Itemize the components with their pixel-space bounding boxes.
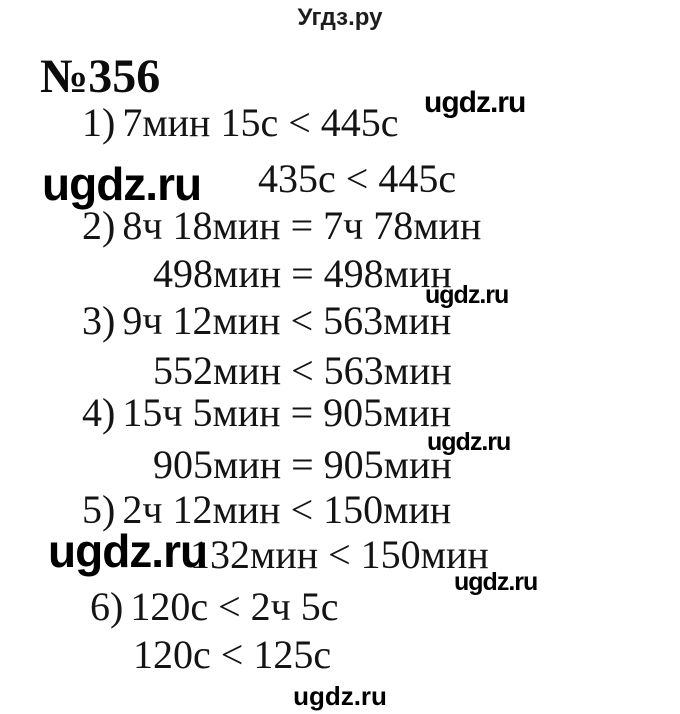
solution-line [82,204,481,248]
verification-line: 552мин < 563мин [153,348,452,393]
comparison-text: 8ч 18мин = 7ч 78мин [122,203,482,248]
solution-line [90,585,339,629]
verification-line: 120с < 125с [133,632,332,677]
comparison-text: 120с < 2ч 5с [130,584,339,629]
solution-line [82,299,451,343]
site-header: Угдз.ру [297,4,383,31]
watermark: ugdz.ru [42,158,202,210]
solution-line [82,101,399,145]
solution-line [82,391,451,435]
item-number: 1) [82,100,116,145]
verification-line: 905мин = 905мин [153,442,452,487]
comparison-text: 7мин 15с < 445с [122,100,399,145]
watermark: ugdz.ru [454,568,538,596]
watermark: ugdz.ru [48,525,208,577]
verification-line: 498мин = 498мин [153,251,452,296]
verification-line: 435с < 445с [258,156,457,201]
comparison-text: 2ч 12мин < 150мин [122,487,452,532]
comparison-text: 15ч 5мин = 905мин [122,390,452,435]
watermark: ugdz.ru [425,281,509,309]
item-number: 3) [82,298,116,343]
watermark: ugdz.ru [427,428,511,456]
item-number: 4) [82,390,116,435]
footer-watermark: ugdz.ru [293,681,387,711]
problem-number: №356 [40,50,161,103]
comparison-text: 9ч 12мин < 563мин [122,298,452,343]
item-number: 2) [82,203,116,248]
item-number: 5) [82,487,116,532]
item-number: 6) [90,584,124,629]
verification-line: 132мин < 150мин [190,532,489,577]
watermark: ugdz.ru [424,86,526,119]
